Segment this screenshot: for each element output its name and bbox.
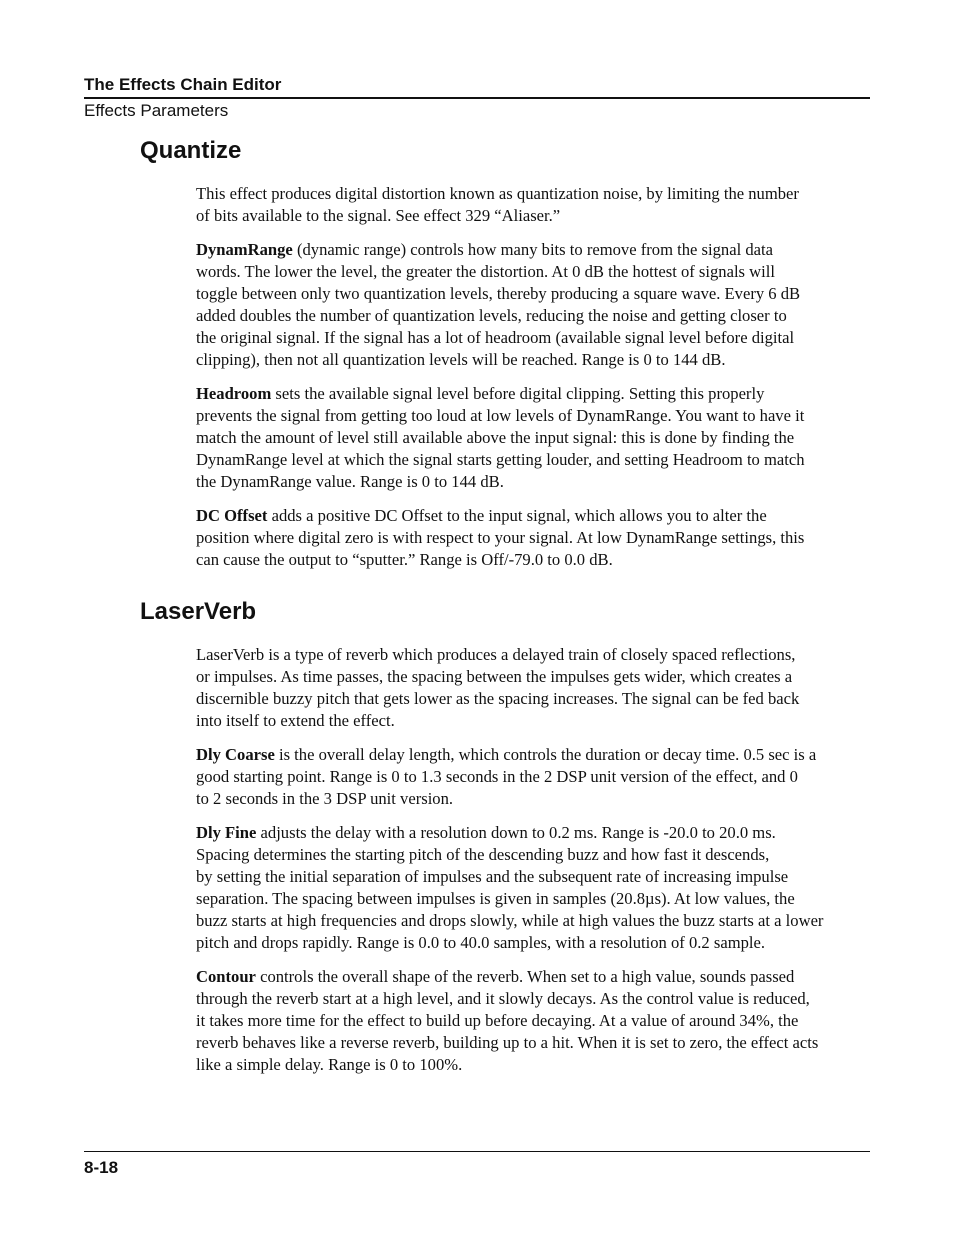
page-number: 8-18 bbox=[84, 1158, 119, 1177]
paragraph bbox=[196, 383, 872, 493]
text-line: the original signal. If the signal has a lot of headroom (available signal level before digital bbox=[196, 327, 795, 347]
text-line: the DynamRange value. Range is 0 to 144 dB. bbox=[196, 471, 504, 491]
parameter-term: DC Offset bbox=[196, 506, 268, 526]
paragraph bbox=[196, 822, 872, 953]
text-line: prevents the signal from getting too loud at low levels of DynamRange. You want to have it bbox=[196, 406, 805, 426]
paragraph bbox=[196, 183, 872, 227]
text-run: sets the available signal level before digital clipping. Setting this properly bbox=[271, 384, 765, 404]
text-line bbox=[196, 822, 872, 844]
text-line: pitch and drops rapidly. Range is 0.0 to 40.0 samples, with a resolution of 0.2 sample. bbox=[196, 932, 766, 952]
text-line: toggle between only two quantization levels, thereby producing a square wave. Every 6 dB bbox=[196, 284, 801, 304]
paragraph bbox=[196, 744, 872, 810]
text-line bbox=[196, 966, 872, 988]
text-line: match the amount of level still available above the input signal: this is done by finding the bbox=[196, 428, 795, 448]
parameter-term: Headroom bbox=[196, 384, 272, 404]
text-run: is the overall delay length, which controls the duration or decay time. 0.5 sec is a bbox=[274, 745, 817, 765]
text-line: Spacing determines the starting pitch of the descending buzz and how fast it descends, bbox=[196, 845, 770, 865]
text-line: or impulses. As time passes, the spacing between the impulses gets wider, which creates a bbox=[196, 666, 793, 686]
text-line: by setting the initial separation of impulses and the subsequent rate of increasing impulse bbox=[196, 867, 789, 887]
running-header-subtitle: Effects Parameters bbox=[84, 101, 229, 120]
text-line bbox=[196, 383, 872, 405]
parameter-term: Dly Fine bbox=[196, 823, 257, 843]
text-line: added doubles the number of quantization levels, reducing the noise and getting closer to bbox=[196, 306, 787, 326]
footer-rule bbox=[84, 1151, 870, 1152]
parameter-term: DynamRange bbox=[196, 240, 293, 260]
text-line: DynamRange level at which the signal starts getting louder, and setting Headroom to match bbox=[196, 449, 805, 469]
text-line: of bits available to the signal. See effect 329 “Aliaser.” bbox=[196, 205, 561, 225]
text-run: controls the overall shape of the reverb. When set to a high value, sounds passed bbox=[255, 967, 795, 987]
text-line: can cause the output to “sputter.” Range is Off/-79.0 to 0.0 dB. bbox=[196, 550, 613, 570]
text-line: to 2 seconds in the 3 DSP unit version. bbox=[196, 788, 454, 808]
text-line: buzz starts at high frequencies and drops slowly, while at high values the buzz starts at a lower bbox=[196, 910, 824, 930]
text-line bbox=[196, 505, 872, 527]
text-line: LaserVerb is a type of reverb which produces a delayed train of closely spaced reflections, bbox=[196, 645, 796, 664]
text-run: adds a positive DC Offset to the input signal, which allows you to alter the bbox=[267, 506, 767, 526]
text-line: clipping), then not all quantization levels will be reached. Range is 0 to 144 dB. bbox=[196, 349, 726, 369]
text-run: (dynamic range) controls how many bits to remove from the signal data bbox=[292, 240, 773, 260]
parameter-term: Contour bbox=[196, 967, 256, 987]
text-run: adjusts the delay with a resolution down to 0.2 ms. Range is -20.0 to 20.0 ms. bbox=[256, 823, 776, 843]
text-line: reverb behaves like a reverse reverb, building up to a hit. When it is set to zero, the effect acts bbox=[196, 1033, 819, 1052]
text-line: position where digital zero is with respect to your signal. At low DynamRange settings, this bbox=[196, 528, 805, 548]
section-heading-laserverb: LaserVerb bbox=[140, 598, 257, 625]
text-line: separation. The spacing between impulses is given in samples (20.8µs). At low values, the bbox=[196, 889, 795, 909]
parameter-term: Dly Coarse bbox=[196, 745, 275, 765]
paragraph bbox=[196, 966, 872, 1076]
section-body-quantize bbox=[196, 183, 872, 584]
text-line: words. The lower the level, the greater the distortion. At 0 dB the hottest of signals will bbox=[196, 262, 775, 282]
paragraph bbox=[196, 644, 872, 732]
text-line: discernible buzzy pitch that gets lower as the spacing increases. The signal can be fed back bbox=[196, 688, 800, 708]
text-line: it takes more time for the effect to build up before decaying. At a value of around 34%, the bbox=[196, 1011, 799, 1031]
running-header-title: The Effects Chain Editor bbox=[84, 75, 282, 94]
text-line: into itself to extend the effect. bbox=[196, 710, 395, 730]
paragraph bbox=[196, 239, 872, 370]
text-line: good starting point. Range is 0 to 1.3 seconds in the 2 DSP unit version of the effect, and 0 bbox=[196, 767, 798, 787]
text-line: through the reverb start at a high level, and it slowly decays. As the control value is reduced, bbox=[196, 989, 810, 1009]
header-rule bbox=[84, 97, 870, 99]
text-line: like a simple delay. Range is 0 to 100%. bbox=[196, 1054, 463, 1074]
text-line bbox=[196, 744, 872, 766]
paragraph bbox=[196, 505, 872, 571]
section-heading-quantize: Quantize bbox=[140, 137, 242, 164]
text-line bbox=[196, 239, 872, 261]
section-body-laserverb bbox=[196, 644, 872, 1088]
text-line: This effect produces digital distortion known as quantization noise, by limiting the number bbox=[196, 184, 799, 203]
